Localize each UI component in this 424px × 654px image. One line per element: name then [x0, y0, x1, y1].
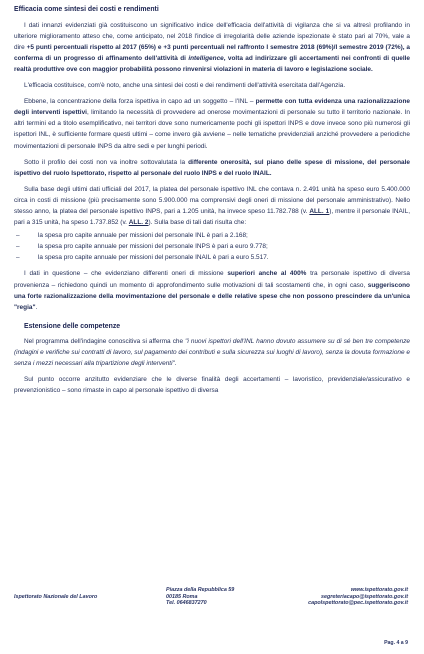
page-number: Pag. 4 a 9: [384, 640, 408, 646]
paragraph-5-text-end: ). Sulla base di tali dati risulta che:: [148, 219, 247, 227]
footer-organization: Ispettorato Nazionale del Lavoro: [14, 594, 98, 600]
paragraph-6-bold-end: suggeriscono una forte razionalizzazione della movimentazione del personale e delle relative spese che non possono prescindere da un'unica "regia": [14, 281, 410, 311]
paragraph-1-bold: +5 punti percentuali rispetto al 2017 (65%) e +3 punti percentuali nel raffronto I semestre 2018 (69%)/I semestre 2019 (72%), a conferma di un progresso di affinamento dell'attività di: [14, 43, 410, 62]
paragraph-7-text: Nel programma dell'indagine conoscitiva si afferma che: [24, 337, 186, 345]
paragraph-7-quote: "i nuovi ispettori dell'INL hanno dovuto assumere su di sé ben tre competenze (indagini e verifiche sui contratti di lavoro, sul pagamento dei contributi e sulla sicurezza sui luoghi di lavoro), senza la dovuta formazione e senza i mezzi necessari alla tripartizione degli interventi": [14, 337, 410, 368]
list-dash: –: [16, 254, 20, 262]
per-capita-list: [14, 230, 410, 263]
footer-city: 00185 Roma: [166, 593, 198, 600]
paragraph-1-bold-end: , volta ad indirizzare gli accertamenti nei confronti di quelle realtà produttive ove con maggior probabilità possono rinvenirsi violazioni in materia di lavoro e legislazione sociale.: [14, 54, 410, 73]
paragraph-6-bold: superiori anche al 400%: [227, 270, 307, 278]
paragraph-3-text: Ebbene, la concentrazione della forza ispettiva in capo ad un soggetto – l'INL –: [24, 98, 256, 106]
paragraph-6: [14, 268, 410, 312]
list-dash: –: [16, 232, 20, 240]
page-footer: [14, 587, 410, 627]
list-item: [14, 252, 410, 263]
list-item-text: la spesa pro capite annuale per missioni del personale INPS è pari a euro 9.778;: [38, 243, 268, 251]
list-item-text: la spesa pro capite annuale per missioni del personale INAIL è pari a euro 5.517.: [38, 254, 269, 262]
paragraph-5: [14, 184, 410, 228]
list-dash: –: [16, 243, 20, 251]
footer-phone: Tel. 0646837270: [166, 600, 207, 607]
paragraph-4-bold: differente onerosità, sul piano delle spese di missione, del personale ispettivo del ruolo Ispettorato, rispetto al personale del ruolo INPS e del ruolo INAIL.: [14, 158, 410, 177]
paragraph-1-intelligence: intelligence: [188, 54, 224, 62]
section-heading-efficacia: Efficacia come sintesi dei costi e rendimenti: [14, 6, 159, 13]
list-item-text: la spesa pro capite annuale per missioni del personale INL è pari a 2.168;: [38, 232, 248, 240]
section-heading-competenze: Estensione delle competenze: [24, 322, 121, 330]
footer-pec-link[interactable]: capolspettorato@pec.ispettorato.gov.it: [308, 600, 408, 607]
paragraph-7-period: .: [174, 360, 177, 368]
footer-email-link[interactable]: segreteriacapo@ispettorato.gov.it: [320, 593, 408, 600]
attachment-2-link[interactable]: ALL. 2: [128, 219, 149, 227]
footer-contacts: [284, 587, 410, 607]
paragraph-6-period: .: [35, 303, 38, 311]
paragraph-8: Sul punto occorre anzitutto evidenziare che le diverse finalità degli accertamenti – lavoristico, previdenziale/assicurativo e prevenzionistico – sono rimaste in capo al personale ispettivo di diversa: [14, 376, 410, 395]
paragraph-4-text: Sotto il profilo dei costi non va inoltre sottovalutata la: [24, 158, 189, 166]
paragraph-5-text: Sulla base degli ultimi dati ufficiali del 2017, la platea del personale ispettivo INL che contava n. 2.491 unità ha speso euro 5.400.000 circa in costi di missione (più precisamente sono 5.900.000 ma comprensivi degli oneri di missione del personale amministrativo). Nello stesso anno, la platea del personale ispettivo INPS, pari a 1.205 unità, ha invece speso 11.782.788 (v.: [14, 185, 410, 215]
paragraph-6-text-mid: tra personale ispettivo di diversa provenienza – richiedono quindi un momento di approfondimento sulle motivazioni di tali scostamenti che, in ogni caso,: [14, 270, 411, 289]
paragraph-4: [14, 157, 410, 179]
attachment-1-link[interactable]: ALL. 1: [309, 208, 330, 215]
paragraph-7: [14, 336, 410, 369]
paragraph-5-text-mid: ), mentre il personale INAIL, pari a 315 unità, ha speso 1.737.852 (v.: [14, 208, 411, 227]
paragraph-1: [14, 20, 410, 75]
paragraph-3: [14, 96, 410, 151]
paragraph-3-bold: permette con tutta evidenza una razionalizzazione degli interventi ispettivi: [14, 98, 410, 117]
paragraph-3-text-end: , limitando la necessità di provvedere ad onerose movimentazioni di personale su tutto il territorio nazionale. In altri termini ed a titolo esemplificativo, nei territori dove sono numericamente pochi gli ispettori INPS e dove invece sono più numerosi gli ispettori INL, è sufficiente formare questi ultimi – come invero già avviene – nelle tematiche previdenziali anziché provvedere a periodiche movimentazioni di personale INPS da altre sedi e per lunghi periodi.: [14, 109, 410, 150]
list-item: [14, 230, 410, 241]
paragraph-1-text: I dati innanzi evidenziati già costituiscono un significativo indice dell'efficacia dell'attività di vigilanza che si va altresì profilando in ulteriore miglioramento atteso che, come anticipato, nel 2018 l'indice di irregolarità delle aziende ispezionate è stato pari al 70%, vale a dire: [14, 21, 410, 51]
paragraph-2: L'efficacia costituisce, com'è noto, anche una sintesi dei costi e dei rendimenti dell'attività esercitata dall'Agenzia.: [24, 82, 346, 90]
footer-website-link[interactable]: www.ispettorato.gov.it: [350, 587, 408, 593]
list-item: [14, 241, 410, 252]
footer-street: Piazza della Repubblica 59: [166, 587, 235, 593]
footer-address: [166, 587, 284, 607]
paragraph-6-text: I dati in questione – che evidenziano differenti oneri di missione: [24, 270, 228, 278]
